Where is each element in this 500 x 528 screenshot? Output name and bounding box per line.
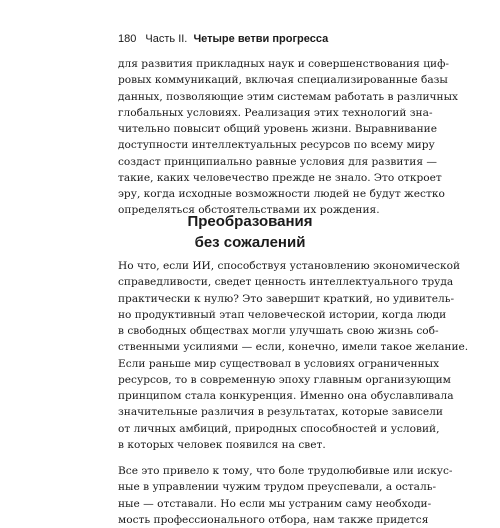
text-line: значительные различия в результатах, которые зависели [118, 406, 443, 419]
text-line: доступности интеллектуальных ресурсов по всему миру [118, 139, 435, 152]
text-line: ные — отставали. Но если мы устраним саму необходи- [118, 497, 432, 510]
text-line: ровых коммуникаций, включая специализированные базы [118, 74, 448, 87]
text-line: эру, когда исходные возможности людей не будут жестко [118, 188, 445, 200]
text-line: ственными усилиями — если, конечно, имели такое желание. [118, 341, 469, 354]
paragraph-continued [118, 56, 459, 219]
text-line: определяться обстоятельствами их рождения. [118, 204, 380, 217]
text-line: такие, каких человечество прежде не знало. Это откроет [118, 171, 442, 184]
text-line: чительно повысит общий уровень жизни. Выравнивание [118, 123, 437, 135]
section-heading-line: Преобразования [187, 213, 313, 230]
running-header [118, 33, 328, 45]
text-line: в свободных обществах могли улучшать свою жизнь соб- [118, 325, 439, 337]
text-line: глобальных условиях. Реализация этих технологий зна- [118, 106, 433, 119]
text-line: ные в управлении чужим трудом преуспевали, а осталь- [118, 481, 437, 494]
text-line: от личных амбиций, природных способностей и условий, [118, 422, 440, 435]
text-line: практически к нулю? Это завершит краткий, но удивитель- [118, 292, 455, 305]
body-text [118, 258, 469, 528]
chapter-title: Четыре ветви прогресса [193, 33, 329, 45]
text-line: Все это привело к тому, что боле трудолюбивые или искус- [118, 465, 453, 477]
paragraph-gap [118, 453, 382, 463]
text-line: но продуктивный этап человеческой истории, когда люди [118, 308, 447, 321]
section-heading-line: без сожалений [194, 234, 306, 251]
text-line: данных, позволяющие этим системам работать в различных [118, 90, 459, 103]
text-line: принципом стала конкуренция. Именно она обуславливала [118, 390, 454, 402]
page-number: 180 [118, 33, 137, 45]
text-line: Но что, если ИИ, способствуя установлению экономической [118, 260, 461, 272]
text-line: создаст принципиально равные условия для развития — [118, 155, 437, 168]
text-line: для развития прикладных наук и совершенствования циф- [118, 58, 449, 70]
text-line: Если раньше мир существовал в условиях ограниченных [118, 357, 440, 370]
text-line: справедливости, сведет ценность интеллектуального труда [118, 276, 454, 289]
section-heading [118, 211, 382, 253]
text-line: мость профессионального отбора, нам также придется [118, 513, 429, 526]
part-label: Часть II. [145, 33, 188, 45]
text-line: в которых человек появился на свет. [118, 438, 326, 451]
text-line: ресурсов, то в современную эпоху главным организующим [118, 373, 451, 386]
